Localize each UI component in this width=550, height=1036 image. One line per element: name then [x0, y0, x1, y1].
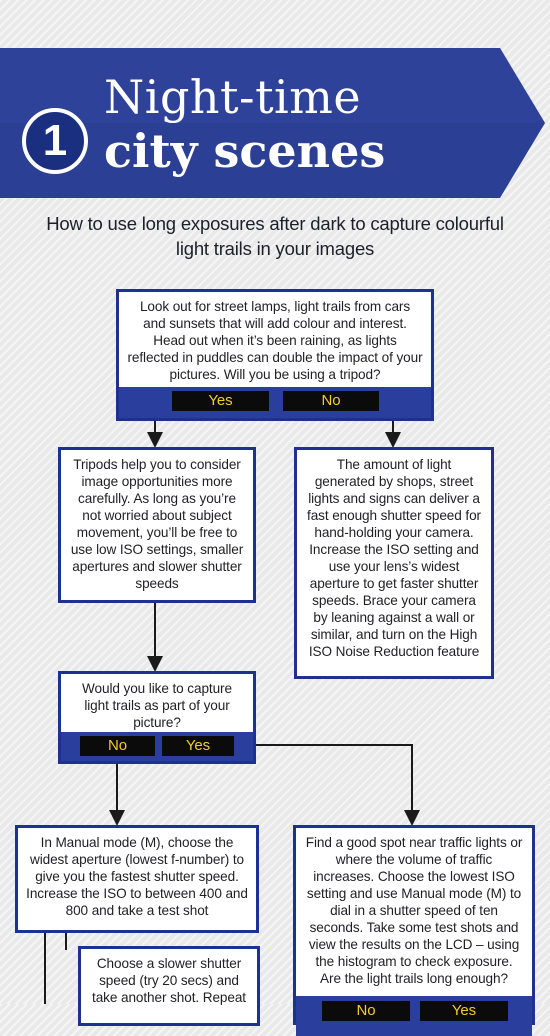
traffic-spot-text: Find a good spot near traffic lights or where the volume of traffic increases. Choose the lowest ISO setting and use Manual mode (M) to dial in a shutter speed of ten seconds. Take some test shots and view the results on the LCD – using the histogram to check exposure. Are the light trails long enough?	[305, 835, 523, 986]
answer-yes-button[interactable]: Yes	[162, 736, 234, 756]
answer-yes-button[interactable]: Yes	[172, 391, 269, 411]
page-title-line-1: Night-time	[104, 70, 362, 124]
page-title-line-2: city scenes	[104, 124, 386, 178]
question-light-trails-text: Would you like to capture light trails as part of your picture?	[82, 681, 232, 730]
answer-bar	[61, 732, 253, 761]
slower-shutter-box	[78, 946, 260, 1026]
answer-bar	[296, 996, 532, 1036]
tripod-advice-text: Tripods help you to consider image opportunities more carefully. As long as you’re not worried about subject movement, you’ll be free to use low ISO settings, smaller apertures and slower shutter speeds	[70, 457, 244, 591]
question-tripod-text: Look out for street lamps, light trails from cars and sunsets that will add colour and interest. Head out when it’s been raining, as lights reflected in puddles can double the impact of your pictures. Will you be using a tripod?	[127, 299, 423, 382]
answer-bar	[119, 387, 431, 418]
answer-yes-button[interactable]: Yes	[420, 1001, 508, 1021]
manual-mode-box	[15, 825, 259, 933]
manual-mode-text: In Manual mode (M), choose the widest aperture (lowest f-number) to give you the fastest shutter speed. Increase the ISO to between 400 and 800 and take a test shot	[26, 835, 248, 918]
page-subtitle: How to use long exposures after dark to capture colourful light trails in your images	[46, 213, 504, 259]
handheld-advice-box	[294, 447, 494, 679]
handheld-advice-text: The amount of light generated by shops, street lights and signs can deliver a fast enough shutter speed for hand-holding your camera. Increase the ISO setting and use your lens’s widest aperture to get faster shutter speeds. Brace your camera by leaning against a wall or similar, and turn on the High ISO Noise Reduction feature	[307, 457, 481, 659]
answer-no-button[interactable]: No	[322, 1001, 410, 1021]
tripod-advice-box	[58, 447, 256, 603]
answer-no-button[interactable]: No	[80, 736, 155, 756]
answer-no-button[interactable]: No	[283, 391, 379, 411]
arrow-q2-yes	[232, 745, 412, 818]
slower-shutter-text: Choose a slower shutter speed (try 20 secs) and take another shot. Repeat	[92, 956, 246, 1005]
question-tripod-box	[116, 289, 434, 421]
question-light-trails-box	[58, 671, 256, 764]
traffic-spot-box	[293, 825, 535, 1025]
step-number-badge: 1	[22, 108, 88, 174]
